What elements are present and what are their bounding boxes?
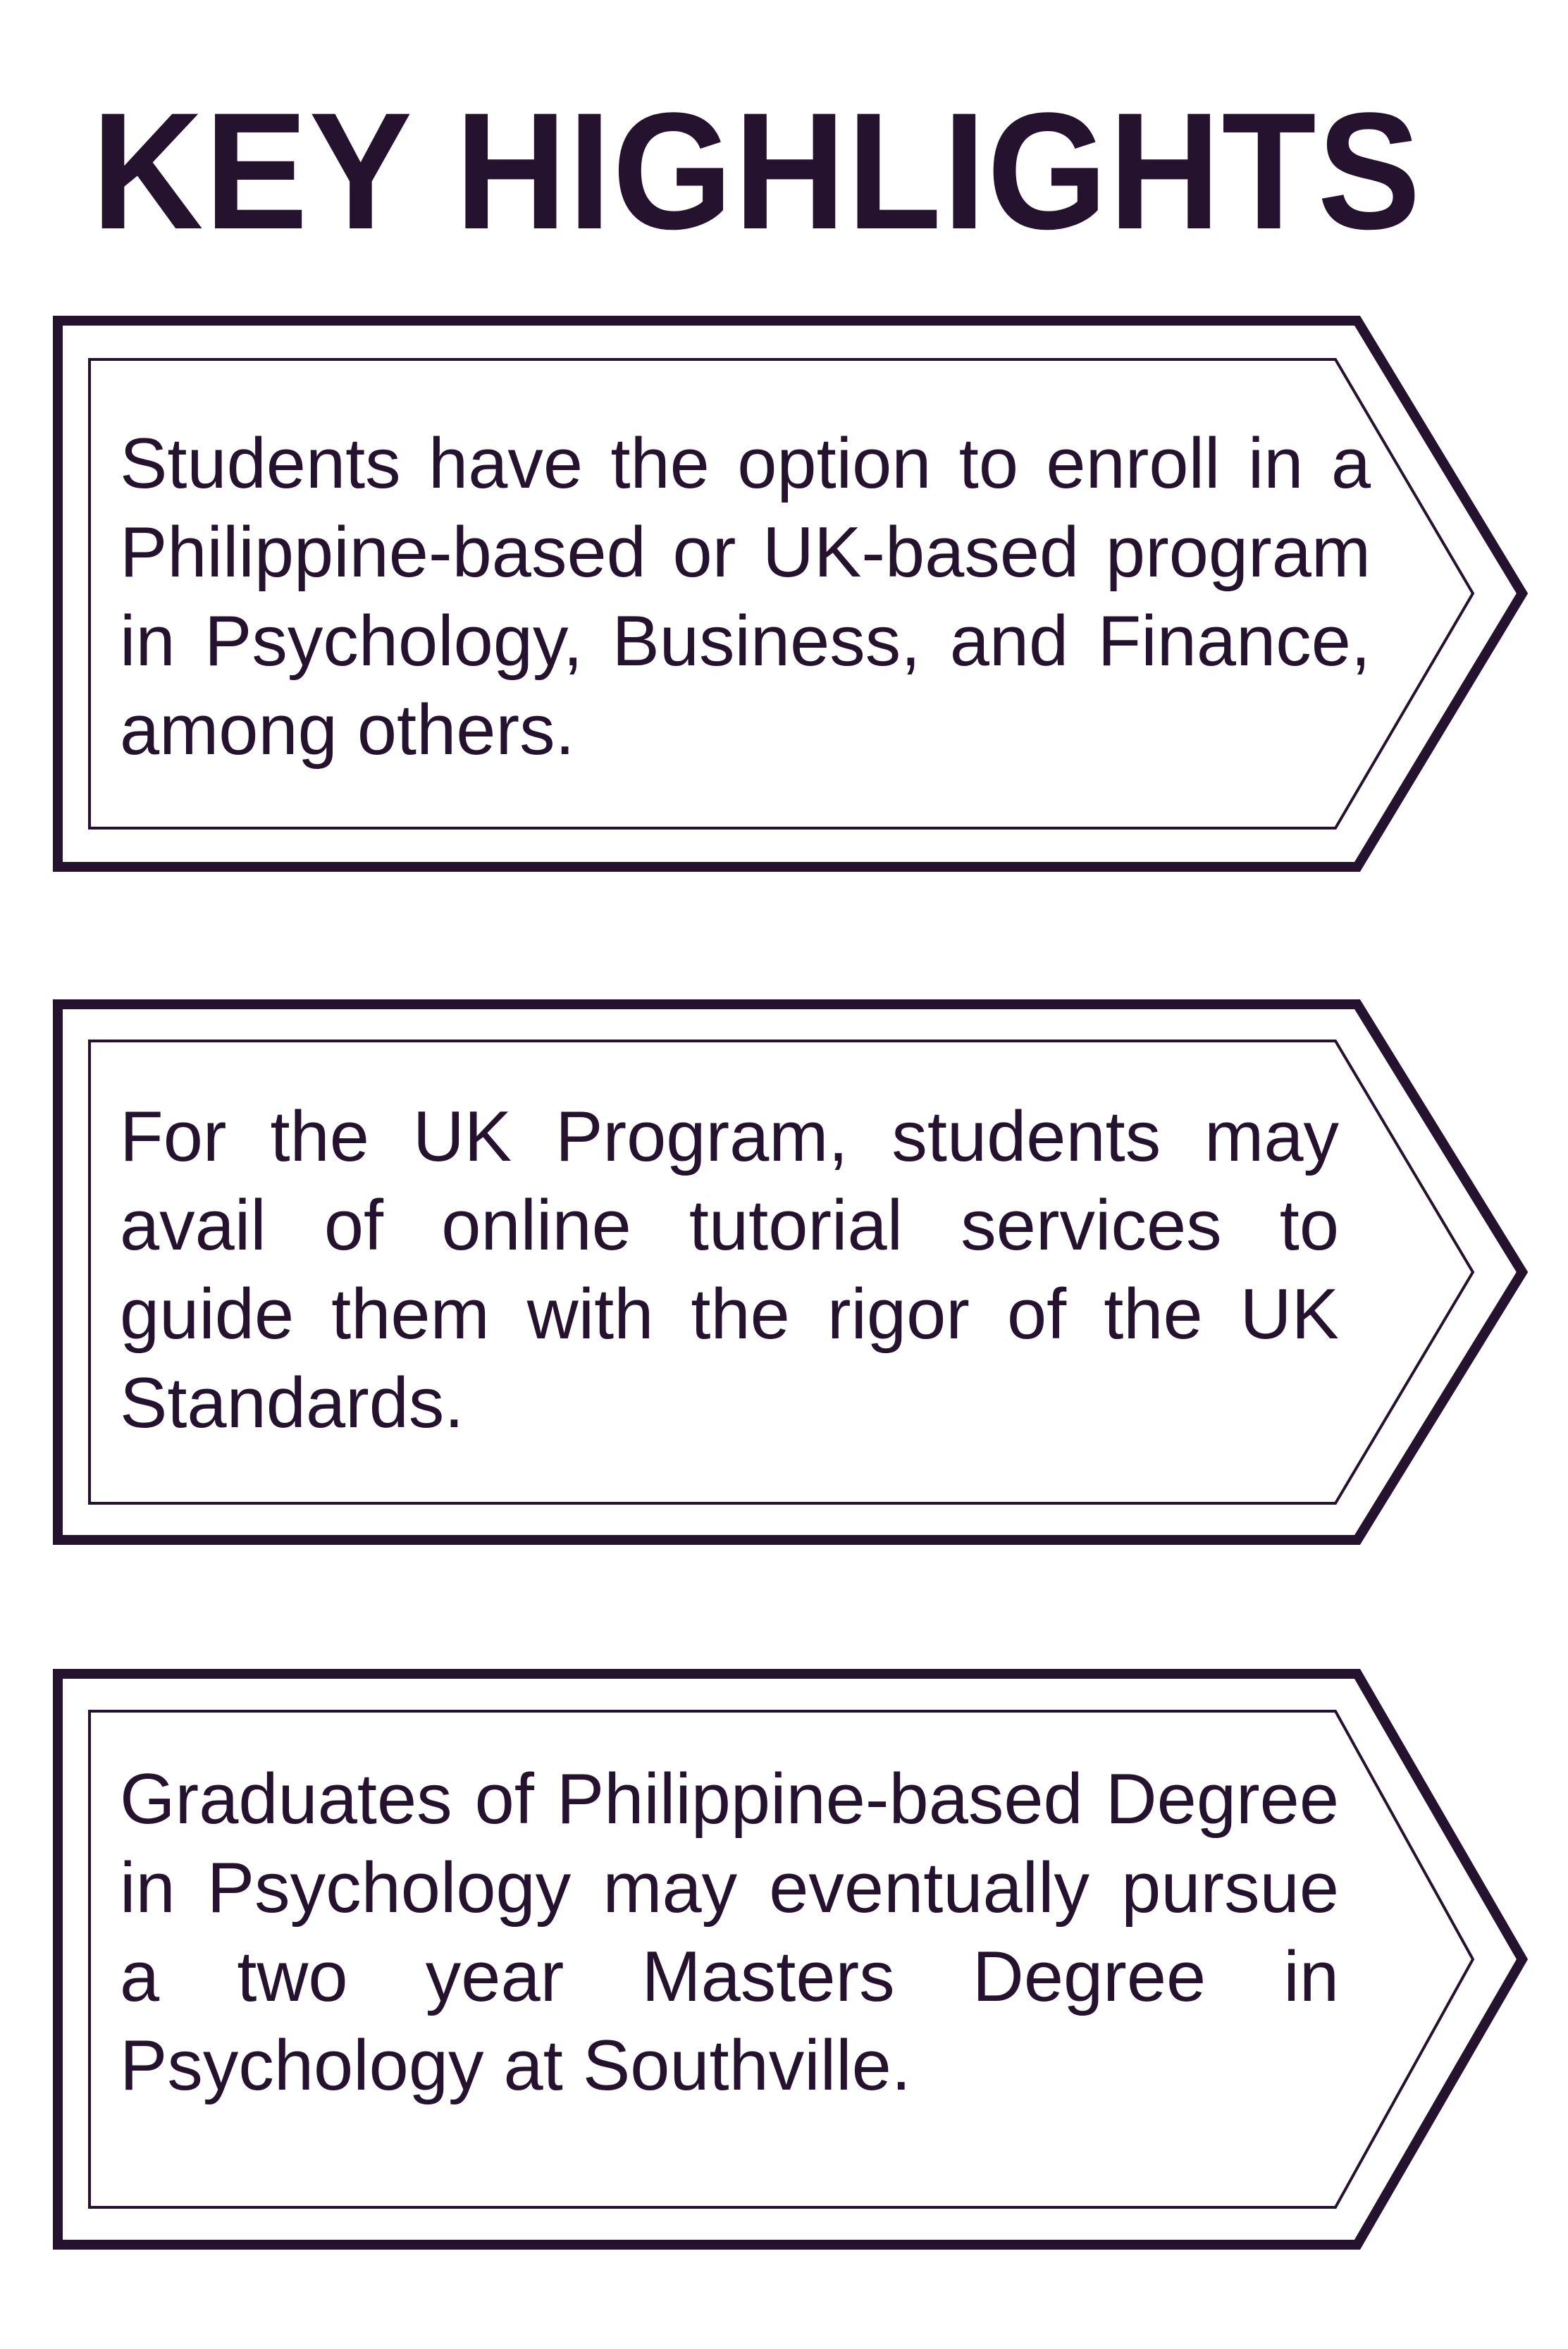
highlight-card [0, 310, 1568, 874]
highlight-card [0, 994, 1568, 1550]
highlight-text: Students have the option to enroll in a Philippine-based or UK-based program in Psychology, Business, and Finance, among others. [120, 424, 1371, 770]
highlight-card [0, 1663, 1568, 2255]
highlight-text: For the UK Program, students may avail of online tutorial services to guide them with the rigor of the UK Standards. [120, 1097, 1339, 1443]
page-title: KEY HIGHLIGHTS [92, 78, 1422, 264]
highlight-text: Graduates of Philippine-based Degree in Psychology may eventually pursue a two year Masters Degree in Psychology at Southville. [120, 1760, 1339, 2105]
